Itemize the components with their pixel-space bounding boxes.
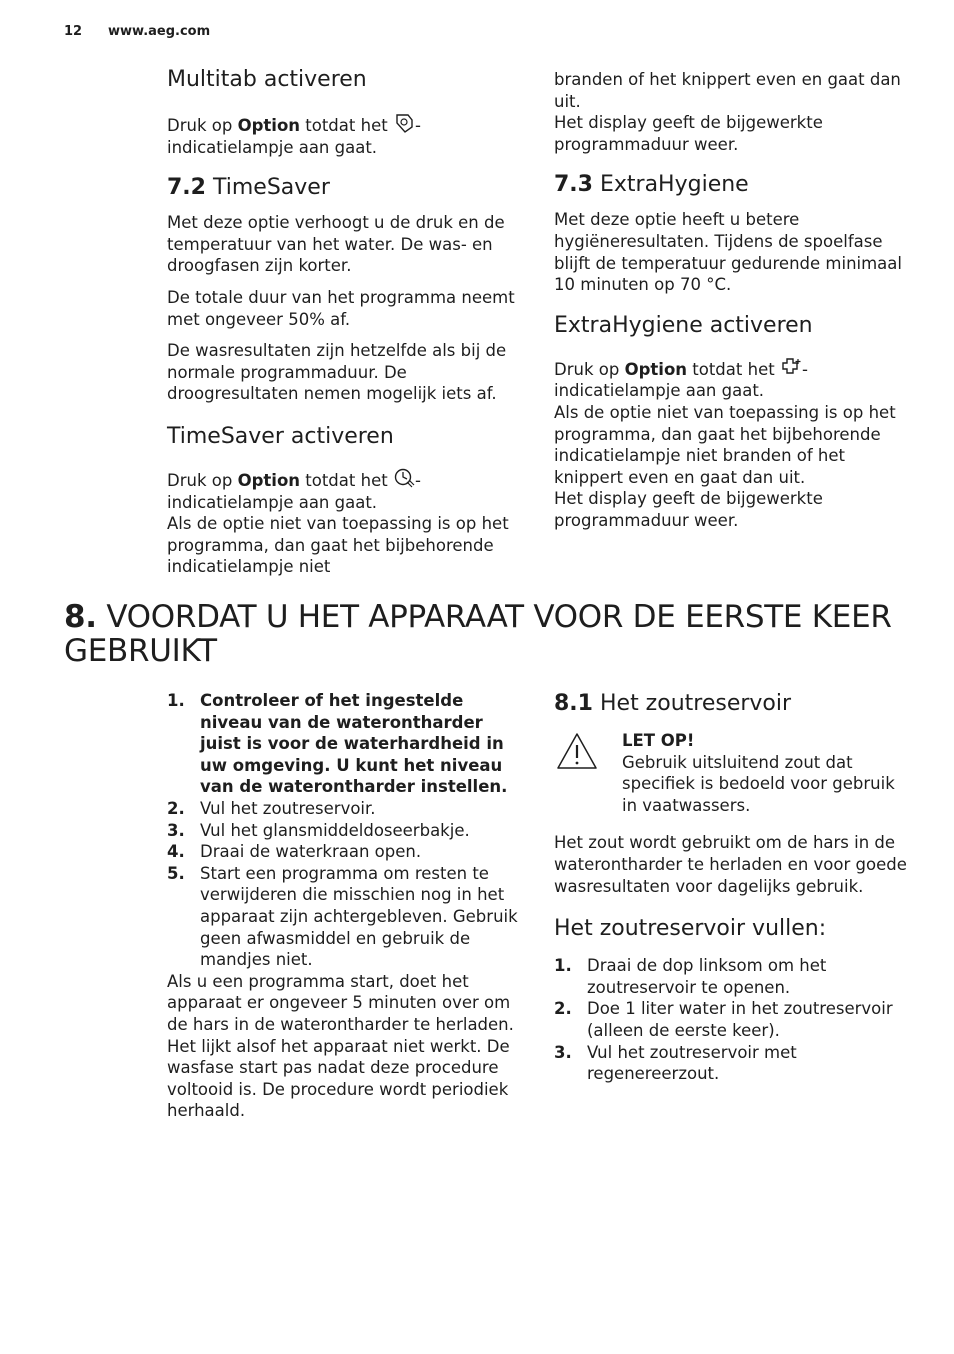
continuation-text: branden of het knippert even en gaat dan uit. (554, 70, 901, 111)
extrahygiene-note: Als de optie niet van toepassing is op het programma, dan gaat het bijbehorende indicatielampje niet branden of het knippert even en gaat dan uit. (554, 402, 896, 487)
list-item: 2. Vul het zoutreservoir. (167, 798, 376, 818)
website-url[interactable]: www.aeg.com (108, 24, 211, 39)
list-item: 5. Start een programma om resten te verwijderen die misschien nog in het apparaat zijn achtergebleven. Gebruik geen afwasmiddel en gebruik de mandjes niet. (167, 863, 518, 970)
setup-steps-list (167, 690, 523, 971)
list-item: 1. Controleer of het ingestelde niveau van de waterontharder juist is voor de waterhardheid in uw omgeving. U kunt het niveau van de waterontharder instellen. (167, 691, 508, 797)
heading-extrahygiene: 7.3 ExtraHygiene (554, 172, 749, 198)
heading-extrahygiene-activate: ExtraHygiene activeren (554, 312, 813, 338)
timesaver-instruction: Druk op Option totdat het -indicatielampje aan gaat. (167, 467, 523, 513)
right-column-top (554, 69, 910, 532)
page-header (64, 24, 210, 39)
option-label: Option (237, 470, 301, 490)
list-item: 3. Vul het zoutreservoir met regenereerzout. (554, 1042, 797, 1084)
warning-title: LET OP! (622, 731, 695, 750)
chapter-heading: 8. VOORDAT U HET APPARAAT VOOR DE EERSTE KEER GEBRUIKT (64, 599, 892, 669)
page-number: 12 (64, 24, 83, 39)
multitab-instruction: Druk op Option totdat het -indicatielampje aan gaat. (167, 112, 523, 158)
extrahygiene-paragraph: Met deze optie heeft u betere hygiëneresultaten. Tijdens de spoelfase blijft de temperatuur gedurende minimaal 10 minuten op 70 °C. (554, 210, 902, 295)
extrahygiene-icon (780, 356, 802, 378)
timesaver-paragraph-3: De wasresultaten zijn hetzelfde als bij de normale programmaduur. De droogresultaten nemen mogelijk iets af. (167, 341, 507, 404)
left-column-bottom (167, 690, 523, 1122)
multitab-icon (393, 112, 415, 134)
list-item: 4. Draai de waterkraan open. (167, 842, 422, 862)
heading-timesaver: 7.2 TimeSaver (167, 175, 330, 201)
warning-icon (556, 732, 598, 770)
salt-paragraph: Het zout wordt gebruikt om de hars in de waterontharder te herladen en voor goede wasresultaten voor dagelijks gebruik. (554, 833, 907, 896)
fill-steps-list (554, 955, 910, 1085)
continuation-text-2: Het display geeft de bijgewerkte programmaduur weer. (554, 113, 823, 154)
list-item: 1. Draai de dop linksom om het zoutreservoir te openen. (554, 956, 827, 997)
timesaver-icon (393, 467, 415, 489)
heading-timesaver-activate: TimeSaver activeren (167, 423, 394, 449)
warning-text: Gebruik uitsluitend zout dat specifiek is bedoeld voor gebruik in vaatwassers. (622, 752, 895, 815)
option-label: Option (624, 359, 688, 379)
heading-salt-reservoir: 8.1 Het zoutreservoir (554, 691, 792, 716)
option-label: Option (237, 116, 301, 135)
heading-multitab: Multitab activeren (167, 67, 367, 92)
right-column-bottom (554, 690, 910, 1085)
left-column-top (167, 66, 523, 578)
extrahygiene-instruction: Druk op Option totdat het -indicatielampje aan gaat. (554, 356, 910, 402)
list-item: 2. Doe 1 liter water in het zoutreservoir (alleen de eerste keer). (554, 999, 893, 1040)
warning-box (554, 730, 910, 816)
timesaver-paragraph-2: De totale duur van het programma neemt met ongeveer 50% af. (167, 287, 515, 329)
heading-fill-salt: Het zoutreservoir vullen: (554, 916, 827, 942)
timesaver-paragraph-1: Met deze optie verhoogt u de druk en de temperatuur van het water. De was- en droogfasen zijn korter. (167, 213, 505, 276)
extrahygiene-note-2: Het display geeft de bijgewerkte programmaduur weer. (554, 489, 823, 530)
timesaver-note: Als de optie niet van toepassing is op het programma, dan gaat het bijbehorende indicatielampje niet (167, 514, 509, 577)
list-item: 3. Vul het glansmiddeldoseerbakje. (167, 820, 470, 840)
setup-after-text: Als u een programma start, doet het apparaat er ongeveer 5 minuten over om de hars in de waterontharder te herladen. Het lijkt alsof het apparaat niet werkt. De wasfase start pas nadat deze procedure voltooid is. De procedure wordt periodiek herhaald. (167, 971, 514, 1121)
